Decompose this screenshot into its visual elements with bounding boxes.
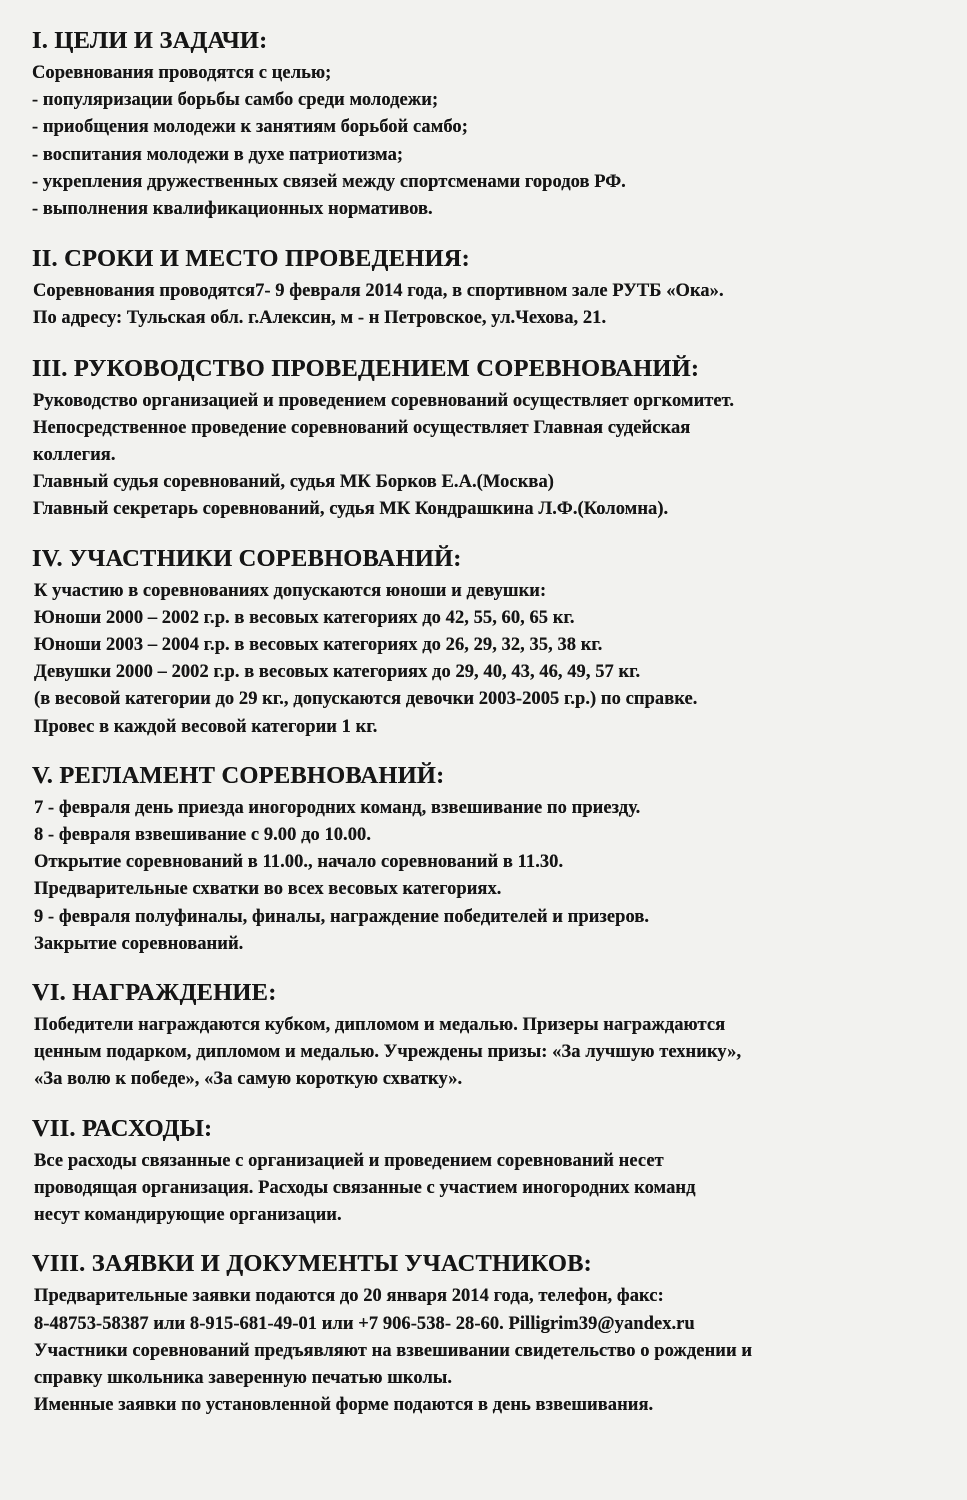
section-line: Юноши 2003 – 2004 г.р. в весовых категориях до 26, 29, 32, 35, 38 кг. bbox=[34, 635, 603, 656]
section-line: справку школьника заверенную печатью школы. bbox=[34, 1367, 453, 1388]
section-expenses bbox=[33, 1114, 949, 1230]
section-line: - воспитания молодежи в духе патриотизма; bbox=[32, 144, 404, 165]
section-line: 8 - февраля взвешивание с 9.00 до 10.00. bbox=[34, 825, 371, 846]
section-line: - выполнения квалификационных нормативов. bbox=[32, 199, 433, 220]
section-participants bbox=[33, 544, 949, 741]
section-title: VII. РАСХОДЫ: bbox=[32, 1114, 213, 1142]
section-title: VI. НАГРАЖДЕНИЕ: bbox=[32, 979, 277, 1007]
section-line: К участию в соревнованиях допускаются юноши и девушки: bbox=[34, 580, 547, 601]
section-line: Предварительные заявки подаются до 20 января 2014 года, телефон, факс: bbox=[34, 1286, 664, 1307]
section-line: Закрытие соревнований. bbox=[34, 933, 244, 954]
section-applications bbox=[33, 1249, 949, 1419]
section-line: проводящая организация. Расходы связанные с участием иногородних команд bbox=[34, 1177, 696, 1198]
section-title: IV. УЧАСТНИКИ СОРЕВНОВАНИЙ: bbox=[32, 544, 462, 572]
section-line: Непосредственное проведение соревнований осуществляет Главная судейская bbox=[33, 417, 691, 438]
section-line: Провес в каждой весовой категории 1 кг. bbox=[34, 716, 378, 737]
section-line: Главный секретарь соревнований, судья МК Кондрашкина Л.Ф.(Коломна). bbox=[33, 499, 669, 520]
section-line: Соревнования проводятся7- 9 февраля 2014 года, в спортивном зале РУТБ «Ока». bbox=[33, 281, 724, 302]
section-line: - укрепления дружественных связей между спортсменами городов РФ. bbox=[32, 171, 626, 192]
section-schedule bbox=[33, 761, 949, 958]
section-title: II. СРОКИ И МЕСТО ПРОВЕДЕНИЯ: bbox=[32, 245, 470, 273]
section-title: I. ЦЕЛИ И ЗАДАЧИ: bbox=[32, 27, 268, 54]
section-line: Юноши 2000 – 2002 г.р. в весовых категориях до 42, 55, 60, 65 кг. bbox=[34, 607, 575, 628]
section-line: - популяризации борьбы самбо среди молодежи; bbox=[32, 90, 439, 111]
section-management bbox=[33, 354, 949, 524]
section-line: «За волю к победе», «За самую короткую схватку». bbox=[34, 1069, 463, 1090]
section-awards bbox=[33, 978, 949, 1094]
section-line: 8-48753-58387 или 8-915-681-49-01 или +7 906-538- 28-60. Pilligrim39@yandex.ru bbox=[34, 1313, 695, 1334]
section-line: коллегия. bbox=[33, 445, 116, 466]
section-line: несут командирующие организации. bbox=[34, 1205, 342, 1226]
section-line: Предварительные схватки во всех весовых категориях. bbox=[34, 879, 502, 900]
section-line: Участники соревнований предъявляют на взвешивании свидетельство о рождении и bbox=[34, 1340, 753, 1361]
section-line: Соревнования проводятся с целью; bbox=[32, 63, 332, 83]
section-title: VIII. ЗАЯВКИ И ДОКУМЕНТЫ УЧАСТНИКОВ: bbox=[32, 1250, 593, 1278]
section-line: ценным подарком, дипломом и медалью. Учреждены призы: «За лучшую технику», bbox=[34, 1042, 742, 1063]
section-line: Девушки 2000 – 2002 г.р. в весовых категориях до 29, 40, 43, 46, 49, 57 кг. bbox=[34, 662, 641, 683]
section-line: Открытие соревнований в 11.00., начало соревнований в 11.30. bbox=[34, 852, 564, 873]
section-title: III. РУКОВОДСТВО ПРОВЕДЕНИЕМ СОРЕВНОВАНИЙ: bbox=[32, 354, 700, 382]
section-line: Победители награждаются кубком, дипломом и медалью. Призеры награждаются bbox=[34, 1015, 726, 1036]
section-line: - приобщения молодежи к занятиям борьбой самбо; bbox=[32, 117, 468, 138]
section-dates-venue bbox=[33, 244, 949, 332]
section-line: Руководство организацией и проведением соревнований осуществляет оргкомитет. bbox=[33, 390, 735, 411]
section-title: V. РЕГЛАМЕНТ СОРЕВНОВАНИЙ: bbox=[32, 761, 445, 789]
section-line: 7 - февраля день приезда иногородних команд, взвешивание по приезду. bbox=[34, 797, 641, 818]
section-line: По адресу: Тульская обл. г.Алексин, м - н Петровское, ул.Чехова, 21. bbox=[33, 308, 607, 329]
section-line: Главный судья соревнований, судья МК Борков Е.А.(Москва) bbox=[33, 472, 554, 493]
section-goals bbox=[33, 26, 949, 223]
section-line: 9 - февраля полуфиналы, финалы, награждение победителей и призеров. bbox=[34, 906, 650, 927]
section-line: Именные заявки по установленной форме подаются в день взвешивания. bbox=[34, 1395, 654, 1416]
section-line: (в весовой категории до 29 кг., допускаются девочки 2003-2005 г.р.) по справке. bbox=[34, 689, 698, 710]
section-line: Все расходы связанные с организацией и проведением соревнований несет bbox=[34, 1150, 664, 1171]
